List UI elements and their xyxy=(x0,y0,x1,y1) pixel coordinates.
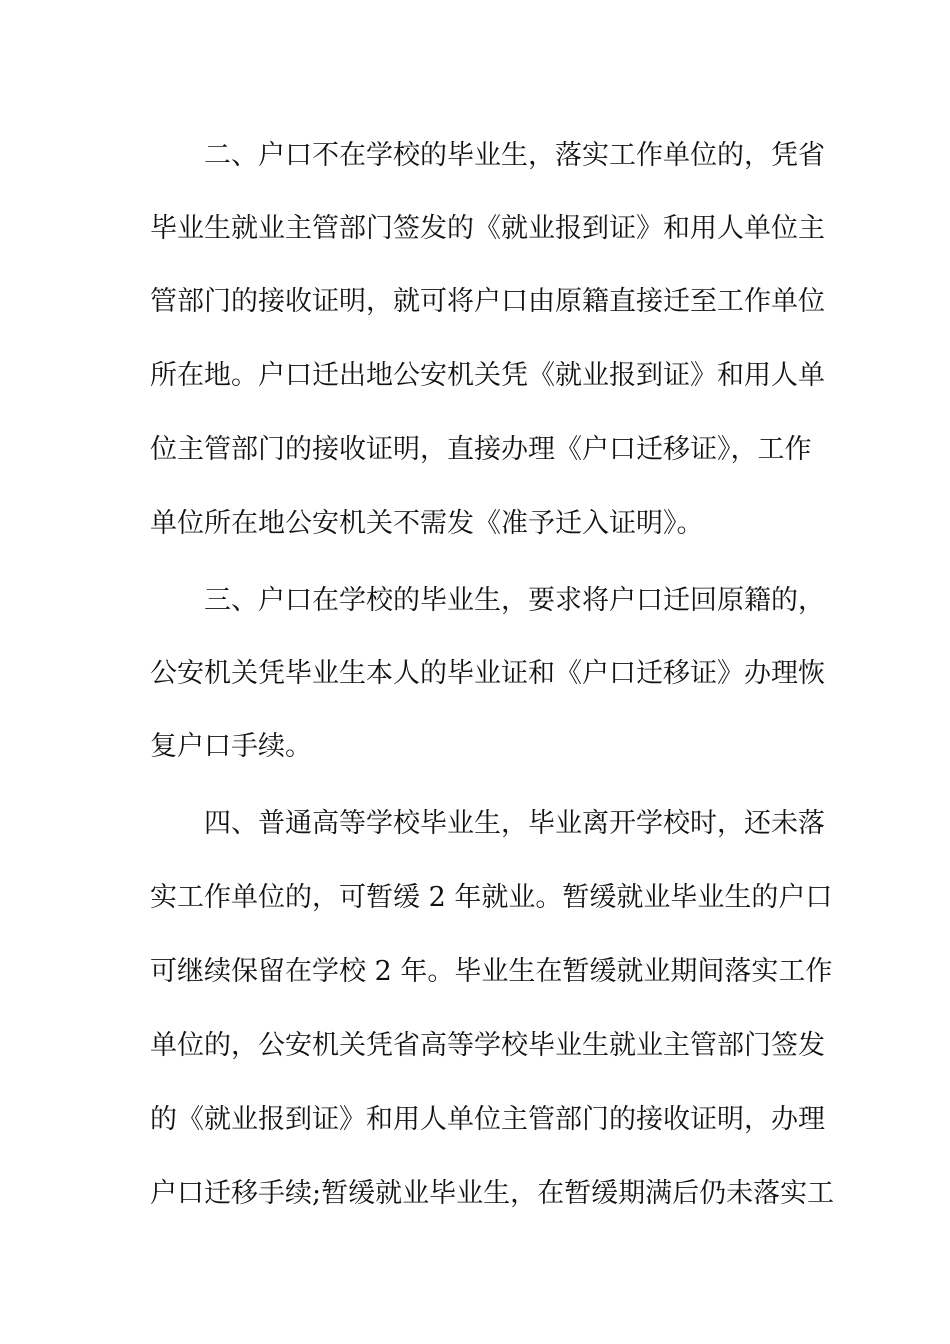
paragraph-3-line-1: 三、户口在学校的毕业生，要求将户口迁回原籍的， xyxy=(204,585,825,616)
paragraph-4-line-1: 四、普通高等学校毕业生，毕业离开学校时，还未落 xyxy=(204,808,825,839)
paragraph-4-line-4: 单位的，公安机关凭省高等学校毕业生就业主管部门签发 xyxy=(150,1030,825,1061)
paragraph-4-line-5: 的《就业报到证》和用人单位主管部门的接收证明，办理 xyxy=(150,1104,825,1135)
paragraph-2-line-5: 位主管部门的接收证明，直接办理《户口迁移证》，工作 xyxy=(150,434,812,465)
paragraph-2-line-6: 单位所在地公安机关不需发《准予迁入证明》。 xyxy=(150,508,704,539)
paragraph-2-line-3: 管部门的接收证明，就可将户口由原籍直接迁至工作单位 xyxy=(150,286,825,317)
paragraph-4-line-2: 实工作单位的，可暂缓 2 年就业。暂缓就业毕业生的户口 xyxy=(150,882,833,913)
paragraph-2-line-4: 所在地。户口迁出地公安机关凭《就业报到证》和用人单 xyxy=(150,360,825,391)
paragraph-3-line-3: 复户口手续。 xyxy=(150,731,312,762)
paragraph-4-line-3: 可继续保留在学校 2 年。毕业生在暂缓就业期间落实工作 xyxy=(150,956,833,987)
paragraph-2-line-1: 二、户口不在学校的毕业生，落实工作单位的，凭省 xyxy=(204,140,825,171)
paragraph-2-line-2: 毕业生就业主管部门签发的《就业报到证》和用人单位主 xyxy=(150,213,825,244)
paragraph-3-line-2: 公安机关凭毕业生本人的毕业证和《户口迁移证》办理恢 xyxy=(150,658,825,689)
paragraph-4-line-6: 户口迁移手续;暂缓就业毕业生，在暂缓期满后仍未落实工 xyxy=(150,1178,835,1209)
